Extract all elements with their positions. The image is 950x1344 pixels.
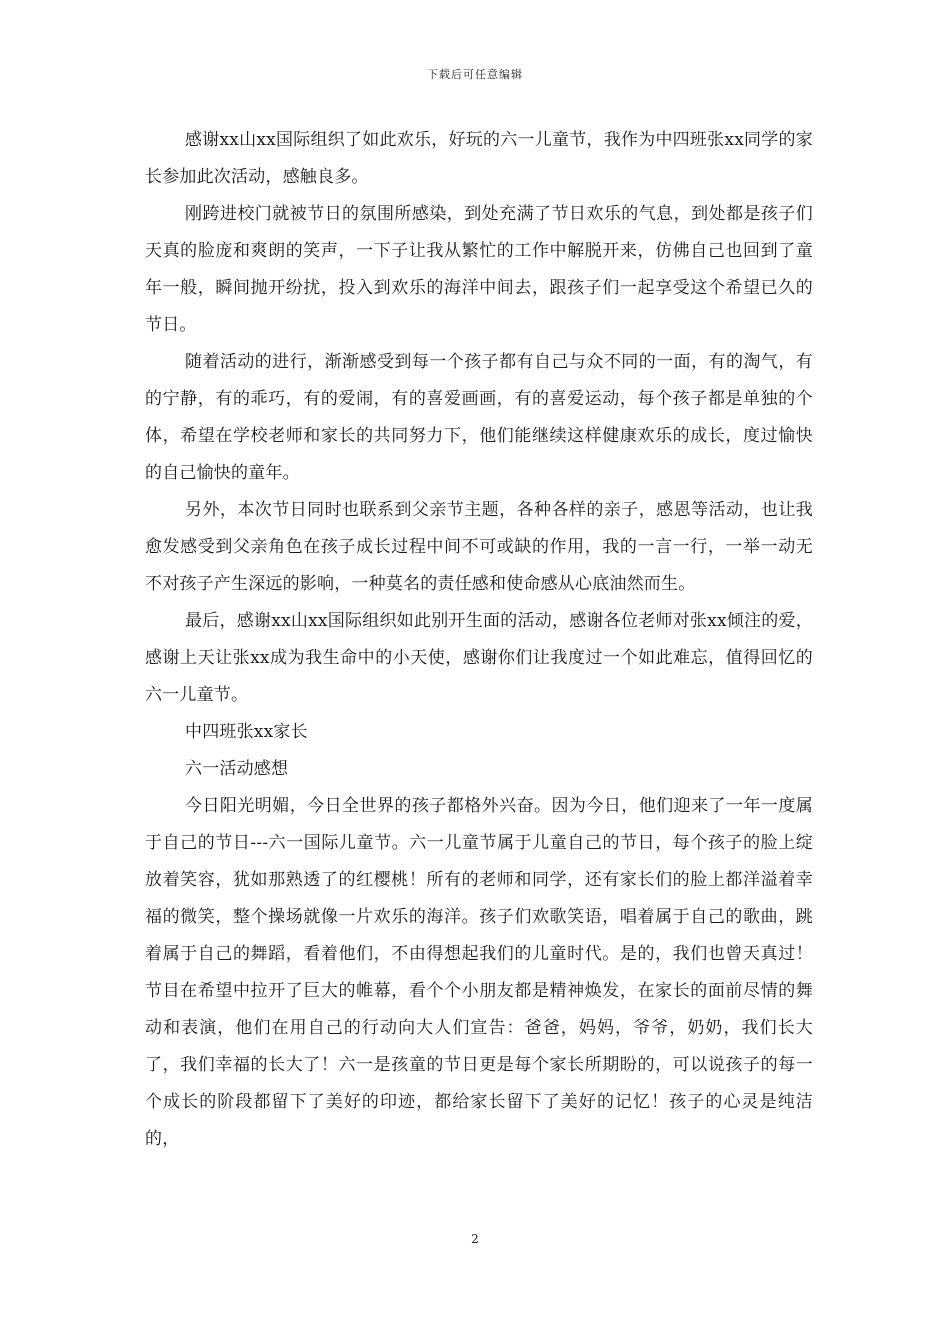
document-body	[145, 122, 813, 1158]
page-header: 下载后可任意编辑	[427, 68, 523, 81]
paragraph-sunny-day: 今日阳光明媚，今日全世界的孩子都格外兴奋。因为今日，他们迎来了一年一度属于自己的节日---六一国际儿童节。六一儿童节属于儿童自己的节日，每个孩子的脸上绽放着笑容，犹如那熟透了的红樱桃！所有的老师和同学，还有家长们的脸上都洋溢着幸福的微笑，整个操场就像一片欢乐的海洋。孩子们欢歌笑语，唱着属于自己的歌曲，跳着属于自己的舞蹈，看着他们，不由得想起我们的儿童时代。是的，我们也曾天真过！节目在希望中拉开了巨大的帷幕，看个个小朋友都是精神焕发，在家长的面前尽情的舞动和表演，他们在用自己的行动向大人们宣告：爸爸，妈妈，爷爷，奶奶，我们长大了，我们幸福的长大了！六一是孩童的节日更是每个家长所期盼的，可以说孩子的每一个成长的阶段都留下了美好的印迹，都给家长留下了美好的记忆！孩子的心灵是纯洁的，	[145, 796, 813, 1149]
signature: 中四班张xx家长	[185, 722, 308, 742]
paragraph-closing: 最后，感谢xx山xx国际组织如此别开生面的活动，感谢各位老师对张xx倾注的爱，感谢上天让张xx成为我生命中的小天使，感谢你们让我度过一个如此难忘，值得回忆的六一儿童节。	[145, 611, 813, 705]
paragraph-fathers-day: 另外，本次节日同时也联系到父亲节主题，各种各样的亲子，感恩等活动，也让我愈发感受到父亲角色在孩子成长过程中间不可或缺的作用，我的一言一行，一举一动无不对孩子产生深远的影响，一种莫名的责任感和使命感从心底油然而生。	[145, 500, 813, 594]
page-number: 2	[471, 1232, 479, 1246]
paragraph-atmosphere: 刚跨进校门就被节日的氛围所感染，到处充满了节日欢乐的气息，到处都是孩子们天真的脸庞和爽朗的笑声，一下子让我从繁忙的工作中解脱开来，仿佛自己也回到了童年一般，瞬间抛开纷扰，投入到欢乐的海洋中间去，跟孩子们一起享受这个希望已久的节日。	[145, 204, 813, 335]
paragraph-activities: 随着活动的进行，渐渐感受到每一个孩子都有自己与众不同的一面，有的淘气，有的宁静，有的乖巧，有的爱闹，有的喜爱画画，有的喜爱运动，每个孩子都是单独的个体，希望在学校老师和家长的共同努力下，他们能继续这样健康欢乐的成长，度过愉快的自己愉快的童年。	[145, 352, 813, 483]
section-title: 六一活动感想	[185, 759, 289, 779]
paragraph-thanks: 感谢xx山xx国际组织了如此欢乐，好玩的六一儿童节，我作为中四班张xx同学的家长参加此次活动，感触良多。	[145, 130, 813, 187]
